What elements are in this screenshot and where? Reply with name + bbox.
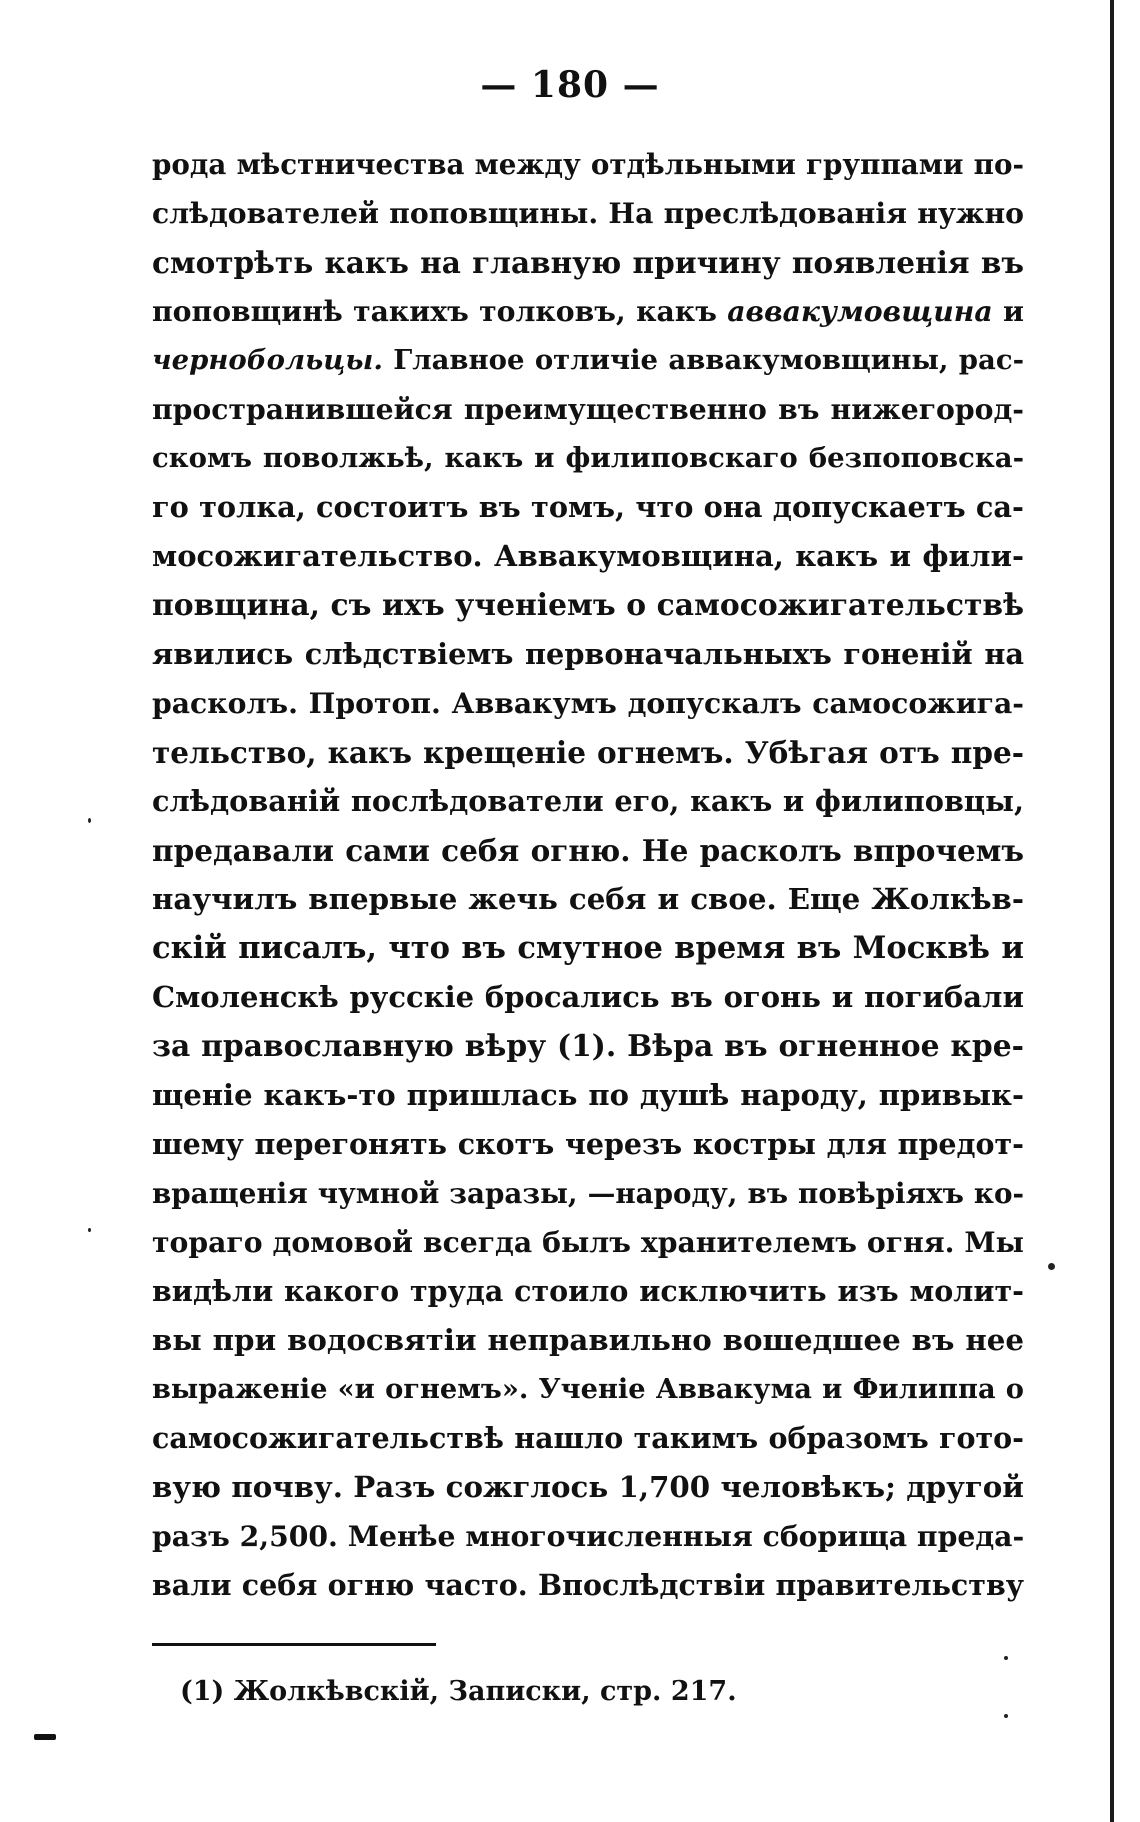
margin-speck bbox=[88, 1228, 91, 1232]
line-text: пространившейся преимущественно въ нижегород- bbox=[152, 392, 1024, 426]
line-text: скій писалъ, что въ смутное время въ Москвѣ и bbox=[152, 930, 1024, 966]
text-line bbox=[152, 287, 1024, 336]
text-line bbox=[152, 679, 1024, 728]
body-text bbox=[152, 140, 1024, 1610]
line-text: скомъ поволжьѣ, какъ и филиповскаго безпоповска- bbox=[152, 442, 1024, 474]
page-edge-border bbox=[1110, 0, 1114, 1822]
line-text: за православную вѣру (1). Вѣра въ огненное кре- bbox=[152, 1029, 1024, 1064]
text-line bbox=[152, 140, 1024, 189]
line-text: поповщинѣ такихъ толковъ, какъ bbox=[152, 294, 728, 328]
line-text: слѣдователей поповщины. На преслѣдованія нужно bbox=[152, 196, 1024, 230]
line-text: го толка, состоитъ въ томъ, что она допускаетъ са- bbox=[152, 490, 1024, 524]
text-line bbox=[152, 434, 1024, 483]
text-line bbox=[152, 1414, 1024, 1463]
italic-term: чернобольцы. bbox=[152, 344, 383, 376]
text-line bbox=[152, 924, 1024, 973]
text-line bbox=[152, 1512, 1024, 1561]
line-text: рода мѣстничества между отдѣльными группами по- bbox=[152, 148, 1024, 181]
line-text: вую почву. Разъ сожглось 1,700 человѣкъ; другой bbox=[152, 1470, 1024, 1504]
line-text: мосожигательство. Аввакумовщина, какъ и фили- bbox=[152, 539, 1024, 573]
line-text: шему перегонять скотъ черезъ костры для предот- bbox=[152, 1127, 1024, 1161]
text-line bbox=[152, 483, 1024, 532]
line-text: вы при водосвятіи неправильно вошедшее въ нее bbox=[152, 1323, 1024, 1357]
line-text: расколъ. Протоп. Аввакумъ допускалъ самосожига- bbox=[152, 686, 1024, 720]
text-line bbox=[152, 1071, 1024, 1120]
margin-speck bbox=[88, 818, 91, 823]
line-text: вали себя огню часто. Впослѣдствіи правительству bbox=[152, 1568, 1024, 1602]
text-line bbox=[152, 581, 1024, 630]
line-text: щеніе какъ-то пришлась по душѣ народу, привык- bbox=[152, 1078, 1024, 1112]
line-text: и bbox=[992, 294, 1024, 328]
text-line bbox=[152, 630, 1024, 679]
text-line bbox=[152, 973, 1024, 1022]
line-text: Смоленскѣ русскіе бросались въ огонь и погибали bbox=[152, 980, 1024, 1014]
footnote: (1) Жолкѣвскій, Записки, стр. 217. bbox=[180, 1676, 737, 1707]
page-number: — 180 — bbox=[480, 64, 660, 106]
line-text: научилъ впервые жечь себя и свое. Еще Жолкѣв- bbox=[152, 882, 1024, 916]
line-text: тораго домовой всегда былъ хранителемъ огня. Мы bbox=[152, 1225, 1024, 1259]
text-line bbox=[152, 1218, 1024, 1267]
line-text: разъ 2,500. Менѣе многочисленныя сборища преда- bbox=[152, 1519, 1024, 1553]
line-text: выраженіе «и огнемъ». Ученіе Аввакума и Филиппа о bbox=[152, 1373, 1024, 1405]
text-line bbox=[152, 1169, 1024, 1218]
line-text: смотрѣть какъ на главную причину появленія въ bbox=[152, 245, 1024, 280]
line-text: предавали сами себя огню. Не расколъ впрочемъ bbox=[152, 833, 1024, 868]
footnote-divider bbox=[152, 1643, 436, 1646]
line-text: видѣли какого труда стоило исключить изъ молит- bbox=[152, 1274, 1024, 1308]
text-line bbox=[152, 532, 1024, 581]
text-line bbox=[152, 1463, 1024, 1512]
line-text: Главное отличіе аввакумовщины, рас- bbox=[382, 344, 1024, 376]
line-text: слѣдованій послѣдователи его, какъ и филиповцы, bbox=[152, 784, 1024, 818]
text-line bbox=[152, 1316, 1024, 1365]
line-text: вращенія чумной заразы, —народу, въ повѣріяхъ ко- bbox=[152, 1177, 1024, 1210]
text-line bbox=[152, 728, 1024, 777]
text-line bbox=[152, 385, 1024, 434]
line-text: самосожигательствѣ нашло такимъ образомъ гото- bbox=[152, 1421, 1024, 1455]
text-line bbox=[152, 1120, 1024, 1169]
text-line bbox=[152, 826, 1024, 875]
text-line bbox=[152, 238, 1024, 287]
margin-speck bbox=[1004, 1656, 1008, 1660]
text-line bbox=[152, 1022, 1024, 1071]
text-line bbox=[152, 189, 1024, 238]
margin-mark bbox=[34, 1734, 56, 1740]
margin-speck bbox=[1048, 1263, 1055, 1270]
line-text: тельство, какъ крещеніе огнемъ. Убѣгая отъ пре- bbox=[152, 735, 1024, 770]
text-line bbox=[152, 777, 1024, 826]
text-line bbox=[152, 1561, 1024, 1610]
line-text: повщина, съ ихъ ученіемъ о самосожигательствѣ bbox=[152, 588, 1024, 623]
line-text: явились слѣдствіемъ первоначальныхъ гоненій на bbox=[152, 637, 1024, 671]
text-line bbox=[152, 336, 1024, 385]
italic-term: аввакумовщина bbox=[727, 294, 993, 328]
text-line bbox=[152, 1267, 1024, 1316]
text-line bbox=[152, 1365, 1024, 1414]
margin-speck bbox=[1004, 1714, 1008, 1718]
text-line bbox=[152, 875, 1024, 924]
